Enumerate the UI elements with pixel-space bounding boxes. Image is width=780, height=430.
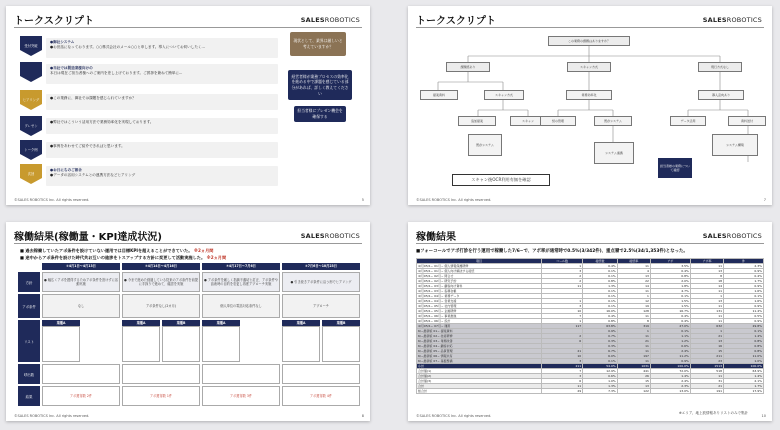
table-cell: 4/月05/1~ 01月~ 個人向け解決する接続 (417, 269, 542, 274)
table-cell: 0.9% (583, 329, 618, 334)
result-cell: アポ獲得数 1件 (122, 386, 200, 406)
table-cell: 3 (541, 359, 582, 364)
table-cell: 2 (541, 274, 582, 279)
table-header: 件 (724, 259, 764, 264)
table-cell: 0.8% (724, 339, 764, 344)
table-cell: 13 (690, 269, 723, 274)
table-cell: 4/月05/1~ 06月~ 事業推進 (417, 314, 542, 319)
copyright: ©SALES ROBOTICS Inc. All rights reserved. (14, 414, 90, 418)
table-cell: 3 (541, 269, 582, 274)
table-cell: 12.9% (583, 369, 618, 374)
table-cell: 4/月05/1~ 07月~ 運用 (417, 324, 542, 329)
table-cell: 16 (690, 344, 723, 349)
table-cell: 100.0% (724, 364, 764, 369)
table-cell: 1.5% (650, 299, 690, 304)
title-divider (14, 27, 362, 28)
table-cell: 21 (541, 349, 582, 354)
table-cell: 12 (617, 299, 650, 304)
table-cell: 10 (541, 354, 582, 359)
policy-cell: ● 今まで進めた経過している従来のアポ条件を前提に手探りで進めて、確認を実施 (122, 272, 200, 292)
copyright: ©SALES ROBOTICS Inc. All rights reserved. (416, 198, 492, 202)
table-cell: 21 (617, 339, 650, 344)
table-cell: 11 (617, 289, 650, 294)
period-header: ③4月17日～7月6日 (202, 263, 280, 270)
table-cell: 11.2% (650, 354, 690, 359)
table-cell: 0.7% (583, 334, 618, 339)
table-cell: 14 (617, 284, 650, 289)
slide-results-table[interactable] (408, 222, 772, 421)
table-cell: 117 (541, 324, 582, 329)
table-cell: 1.4% (650, 374, 690, 379)
period-header: ①4月1日～4月13日 (42, 263, 120, 270)
table-cell: 7.3% (583, 389, 618, 394)
sales-robotics-logo: SALESROBOTICS (702, 16, 762, 24)
flow-node: 提案資料 (420, 90, 458, 100)
table-cell: 1 (541, 264, 582, 269)
table-cell: 0.5% (724, 314, 764, 319)
table-cell: 0.1% (724, 294, 764, 299)
table-cell: 4/月05/1~ 06月~ 設計 (417, 319, 542, 324)
table-cell: 319 (617, 324, 650, 329)
table-cell: 0.4% (650, 319, 690, 324)
table-cell: 11 (690, 304, 723, 309)
table-cell: 13 (690, 299, 723, 304)
table-cell: 合計値(1) (417, 369, 542, 374)
table-cell: 6/~最新版 06~ 情報共有 (417, 354, 542, 359)
chevron-label: トーク例 (24, 148, 38, 152)
table-cell: 合計値(2) (417, 374, 542, 379)
table-cell: 14 (690, 284, 723, 289)
table-cell: 6/~最新版 01~ 提案資料 (417, 329, 542, 334)
table-cell: 54.0% (583, 364, 618, 369)
page-number: 5 (361, 198, 364, 202)
table-cell: 0.6% (583, 374, 618, 379)
table-cell: 13 (617, 274, 650, 279)
table-cell: 26 (617, 374, 650, 379)
table-row (417, 389, 764, 394)
list-cell (282, 326, 320, 362)
table-cell: 1.5% (650, 304, 690, 309)
table-cell: 0.4% (583, 264, 618, 269)
table-cell: 0.4% (583, 314, 618, 319)
table-cell: 13 (690, 339, 723, 344)
table-cell: 0.8% (583, 319, 618, 324)
table-cell: 11 (617, 334, 650, 339)
table-cell: 0.3% (583, 344, 618, 349)
table-cell: 11 (690, 314, 723, 319)
chevron-label: 次回 (27, 172, 35, 176)
table-cell: 63.9% (724, 369, 764, 374)
table-cell: 6/~最新版 02~ 技術研修 (417, 334, 542, 339)
flow-node-dark: 担当者様の業務について確認 (658, 158, 692, 178)
flow-node: 業務効率化 (566, 90, 612, 100)
table-cell: 2.4% (650, 349, 690, 354)
table-cell: 518 (690, 369, 723, 374)
table-cell: 4/月05/1~ 04月~ 営業支援 (417, 299, 542, 304)
table-cell: 2 (541, 279, 582, 284)
policy-cell: ● 引き続きアポ条件に沿う形でヒアリング (282, 272, 360, 292)
appo-cell: 個人単位の電話対応条件なし (202, 294, 280, 318)
table-cell: 7 (541, 369, 582, 374)
table-cell: 16.0% (583, 309, 618, 314)
table-cell: 1.6% (724, 299, 764, 304)
table-cell: 18 (690, 279, 723, 284)
slide-talk-script-1[interactable] (6, 6, 370, 205)
chevron-label: 受付突破 (24, 44, 38, 48)
table-cell: 4/月05/1~ 03月~ 指導台帳 (417, 289, 542, 294)
table-cell: 16.7% (650, 309, 690, 314)
table-cell: 6/~最新版 07~ 基盤整備 (417, 359, 542, 364)
table-cell: 11.0% (724, 354, 764, 359)
table-cell: 2.0% (650, 279, 690, 284)
table-cell: 1.2% (650, 339, 690, 344)
table-cell: 211 (541, 364, 582, 369)
callout-bubble: 現状として、業界は厳しいと考えていますか？ (290, 32, 346, 56)
table-cell: 11.4% (724, 309, 764, 314)
script-row: ●弊社ではこういう活用方法で業務効率化を実現しております。 (46, 118, 278, 134)
table-cell: 2.4% (650, 379, 690, 384)
table-cell: 3.5% (650, 264, 690, 269)
table-cell: 4/月05/1~ 02月~ 研究予約 (417, 279, 542, 284)
flow-node: 既存システム (594, 116, 632, 126)
table-cell: 1.8% (650, 284, 690, 289)
flow-node: 現行方式なし (698, 62, 742, 72)
summary-bullet: ■ 途中からアポ条件を設けた時代共お互いの進捗をトスアップする方針に変更して活動実施した。 ※2ヵ月間 (20, 255, 227, 260)
table-cell: 4/月05/1~ 02月~ 問合せ (417, 274, 542, 279)
script-row: ●お日にちのご都合 ●データの活用システムとの連携方法などヒアリング (46, 166, 278, 186)
flow-node: システム構築 (712, 134, 758, 156)
table-cell: 6 (541, 379, 582, 384)
table-cell: 0.8% (724, 344, 764, 349)
row-label: 結果 (18, 386, 40, 406)
table-cell: 21 (690, 334, 723, 339)
table-cell: 0.1% (650, 294, 690, 299)
appo-cell: アポ条件なし(2カ月) (122, 294, 200, 318)
table-cell: 4/月05/1~ 03月~ 顧客向け資料 (417, 284, 542, 289)
table-cell: 1513 (690, 364, 723, 369)
table-cell: 0.4% (650, 269, 690, 274)
table-cell: 13 (617, 384, 650, 389)
table-cell: 11 (541, 384, 582, 389)
appo-cell: アプローチ (282, 294, 360, 318)
table-cell: 1031 (617, 364, 650, 369)
table-cell: 小計 (417, 364, 542, 369)
list-cell (42, 326, 80, 362)
table-cell: 4/月05/1~ 05月~ 企画研修 (417, 309, 542, 314)
table-cell: 0.1% (583, 294, 618, 299)
table-cell: 27.0% (650, 324, 690, 329)
summary-bullet: ■ 過去稼働していたアポ条件を設けていない運用では目標KPIを超えることができていた。 ※2ヵ月間 (20, 248, 214, 253)
table-header: アポ (650, 259, 690, 264)
list-subheader: 業種B (162, 320, 200, 326)
list-cell (202, 326, 240, 362)
table-cell: 3 (541, 304, 582, 309)
policy-cell: ● 幅広くアポを獲得するためアポ条件を設けずに活動実施 (42, 272, 120, 292)
table-cell: 総合計 (417, 389, 542, 394)
list-subheader: 業種A (202, 320, 240, 326)
sales-robotics-logo: SALESROBOTICS (702, 232, 762, 240)
table-cell: 6/~最新版 04~ 顧客対応 (417, 344, 542, 349)
period-header: ②4月14日～4月16日 (122, 263, 200, 270)
table-cell: 0.8% (583, 279, 618, 284)
table-cell: 4/月05/1~ 04月~ 業務データ (417, 294, 542, 299)
table-cell: 0.9% (724, 319, 764, 324)
list-cell (322, 326, 360, 362)
flow-node: 資料送付 (728, 116, 766, 126)
table-cell: 0.9% (724, 304, 764, 309)
table-cell: 0.9% (724, 269, 764, 274)
table-cell: 0.9% (650, 359, 690, 364)
table-cell: 0.4% (650, 314, 690, 319)
table-cell: 0.4% (724, 274, 764, 279)
table-cell: 1 (541, 299, 582, 304)
table-cell: 1 (690, 294, 723, 299)
sales-robotics-logo: SALESROBOTICS (300, 16, 360, 24)
table-cell: 1 (617, 329, 650, 334)
slide-title: 稼働結果(稼働量・KPI達成状況) (14, 232, 162, 243)
copyright: ©SALES ROBOTICS Inc. All rights reserved. (416, 414, 492, 418)
page-number: 10 (761, 414, 766, 418)
table-cell: 0.8% (724, 349, 764, 354)
callout-bubble: 経営者様が業務プロセスの効率化を進める中で課題を感じている部分があれば、詳しく教えてください (288, 70, 352, 100)
table-cell: 1 (541, 319, 582, 324)
table-cell: 0.3% (583, 339, 618, 344)
table-cell: 131 (690, 309, 723, 314)
table-cell: 1.4% (724, 374, 764, 379)
table-cell: 0.8% (650, 274, 690, 279)
slide-title: トークスクリプト (14, 16, 94, 27)
table-header: 項目 (417, 259, 542, 264)
policy-cell: ● アポ条件を厳しく指摘不適切と訂正、アポ条件や話術時の目的を変更し再度アプローチ実施 (202, 272, 280, 292)
row-label: 呼出数 (18, 364, 40, 384)
sales-robotics-logo: SALESROBOTICS (300, 232, 360, 240)
table-cell: 15 (690, 349, 723, 354)
row-label: アポ条件 (18, 294, 40, 318)
table-cell: 1 (617, 294, 650, 299)
result-cell: アポ獲得数 3件 (202, 386, 280, 406)
table-cell: 6/~最新版 05~ 品質管理 (417, 349, 542, 354)
table-cell: 21 (690, 384, 723, 389)
table-cell: 6.0% (583, 354, 618, 359)
table-cell: 6 (541, 339, 582, 344)
flow-node-root: この業務の課題はありますか？ (548, 36, 630, 46)
table-cell: 72.0% (650, 369, 690, 374)
flow-node: データ活用 (670, 116, 706, 126)
table-cell: 211 (690, 354, 723, 359)
flow-node: 導入意向あり (698, 90, 744, 100)
slide-operation-results[interactable] (6, 222, 370, 421)
table-cell: 191 (690, 389, 723, 394)
table-cell: 4/月05/1~ 01月~ 個人情報保護研修 (417, 264, 542, 269)
table-cell: 4 (617, 269, 650, 274)
table-cell: 7 (541, 314, 582, 319)
table-cell: 4/月05/1~ 05月~ 社内管理 (417, 304, 542, 309)
period-header: ④7月6日～10月23日 (282, 263, 360, 270)
table-cell: 11 (617, 264, 650, 269)
table-cell: 8 (690, 274, 723, 279)
table-header: コール数 (541, 259, 582, 264)
slide-title: 稼働結果 (416, 232, 456, 243)
table-cell: 197 (617, 354, 650, 359)
table-cell: 2 (541, 334, 582, 339)
table-cell: 6/~最新版 03~ 業務改善 (417, 339, 542, 344)
row-label: 方針 (18, 272, 40, 292)
table-cell: 1.0% (724, 359, 764, 364)
table-cell: 11 (617, 314, 650, 319)
table-cell: 17.9% (724, 389, 764, 394)
title-divider (416, 243, 764, 244)
table-cell: 1.3% (583, 384, 618, 389)
table-cell: 0.1% (650, 329, 690, 334)
chevron-label: ヒアリング (22, 98, 40, 102)
table-cell: 11 (690, 289, 723, 294)
table-cell: 0.1% (583, 274, 618, 279)
table-cell: 13.0% (650, 389, 690, 394)
table-cell: 8 (617, 319, 650, 324)
table-cell: 29.8% (724, 324, 764, 329)
table-cell: 1.7% (724, 279, 764, 284)
list-subheader: 業種B (322, 320, 360, 326)
list-subheader: 業種A (122, 320, 160, 326)
table-footnote: ※エリア、地上波情報ありリストのみで集計 (678, 411, 748, 415)
results-table (416, 258, 764, 394)
slide-talk-script-2[interactable] (408, 6, 772, 205)
table-cell: 0.1% (583, 289, 618, 294)
table-cell: 632 (690, 324, 723, 329)
highlight-node: スキャン後OCR利用有無を確認 (452, 174, 550, 186)
table-cell: 0.1% (583, 359, 618, 364)
table-cell: 2.1% (724, 379, 764, 384)
call-cell (202, 364, 280, 384)
call-cell (42, 364, 120, 384)
table-cell: 0.9% (724, 284, 764, 289)
table-cell: 63.8% (583, 324, 618, 329)
table-cell: 19 (617, 304, 650, 309)
callout-bubble: 担当者様にプレゼン機会を確保する (294, 106, 346, 122)
results-summary: ■フォーコールでアポ打診を行う運用で稼働した7/6~で、アポ率が通常時で0.5%(3/342件)、重点層で2.5%(34/1,353件)となった。 (416, 249, 688, 254)
table-cell: 合計値(3) (417, 379, 542, 384)
chevron-step (20, 62, 42, 82)
table-cell: 0.1% (724, 329, 764, 334)
table-cell: 15 (617, 379, 650, 384)
script-row: ●当社では製造業様向けの 本日は現在ご担当者様へのご案内を差し上げております。ご挨拶を兼ねて簡単に... (46, 64, 278, 84)
flow-node: 追加提案 (458, 116, 496, 126)
table-cell: 11 (541, 284, 582, 289)
table-cell: 1.6% (724, 289, 764, 294)
table-cell: 122 (617, 389, 650, 394)
table-cell: 1.7% (724, 384, 764, 389)
table-cell: 10 (541, 309, 582, 314)
chevron-label: プレゼン (24, 124, 38, 128)
table-cell: 11 (617, 359, 650, 364)
table-cell: 0.1% (583, 304, 618, 309)
appo-cell: なし (42, 294, 120, 318)
script-row: ●御社システム ●お世話になっております。○○株式会社のメール○○と申します。導入についてお伺いしたく... (46, 38, 278, 58)
flow-node: システム連携 (594, 142, 634, 164)
page-number: 7 (763, 198, 766, 202)
table-cell: 11 (690, 319, 723, 324)
flow-node: スキャン方式 (567, 62, 611, 72)
table-cell: 4.7% (650, 289, 690, 294)
flow-node: スキャン方式 (484, 90, 524, 100)
call-cell (122, 364, 200, 384)
table-cell: 29 (541, 389, 582, 394)
script-row: ●事例をあわせてご紹介できればと思います。 (46, 142, 278, 158)
table-cell: 0.1% (583, 299, 618, 304)
flow-node: 既存システム (468, 134, 502, 156)
table-cell: 1.1% (650, 334, 690, 339)
table-cell: 22 (617, 279, 650, 284)
copyright: ©SALES ROBOTICS Inc. All rights reserved. (14, 198, 90, 202)
table-cell: 3 (541, 374, 582, 379)
row-label: リスト (18, 320, 40, 362)
table-cell: 2.3% (650, 384, 690, 389)
table-cell: 128 (617, 309, 650, 314)
table-cell: 23 (690, 359, 723, 364)
table-cell: 合計 (417, 384, 542, 389)
table-cell: 2.3% (724, 264, 764, 269)
table-cell: 1.0% (583, 379, 618, 384)
title-divider (14, 243, 362, 244)
list-cell (162, 326, 200, 362)
table-cell: 1.3% (583, 284, 618, 289)
table-cell: 11 (690, 374, 723, 379)
flow-node: スキャン (510, 116, 546, 126)
table-header: 接続数 (583, 259, 618, 264)
page-number: 8 (361, 414, 364, 418)
table-cell: 11 (690, 264, 723, 269)
table-cell: 31 (690, 379, 723, 384)
slide-title: トークスクリプト (416, 16, 496, 27)
table-cell: 441 (617, 369, 650, 374)
result-cell: アポ獲得数 2件 (42, 386, 120, 406)
table-cell: 11 (617, 344, 650, 349)
table-header: アポ率 (690, 259, 723, 264)
list-subheader: 業種A (42, 320, 80, 326)
flow-node: 紙の管理 (540, 116, 576, 126)
table-cell: 0.1% (583, 269, 618, 274)
table-header: 接続率 (617, 259, 650, 264)
table-cell: 6.7% (583, 349, 618, 354)
call-cell (282, 364, 360, 384)
table-cell: 1.4% (724, 334, 764, 339)
table-cell: 100.0% (650, 364, 690, 369)
script-row: ●この業務に、御社では課題を感じられていますか？ (46, 94, 278, 110)
list-cell (122, 326, 160, 362)
table-cell: 1 (690, 329, 723, 334)
table-cell: 11 (617, 349, 650, 354)
list-subheader: 業種A (282, 320, 320, 326)
table-cell: 0.6% (650, 344, 690, 349)
result-cell: アポ獲得数 4件 (282, 386, 360, 406)
flow-node: 課題感あり (446, 62, 490, 72)
